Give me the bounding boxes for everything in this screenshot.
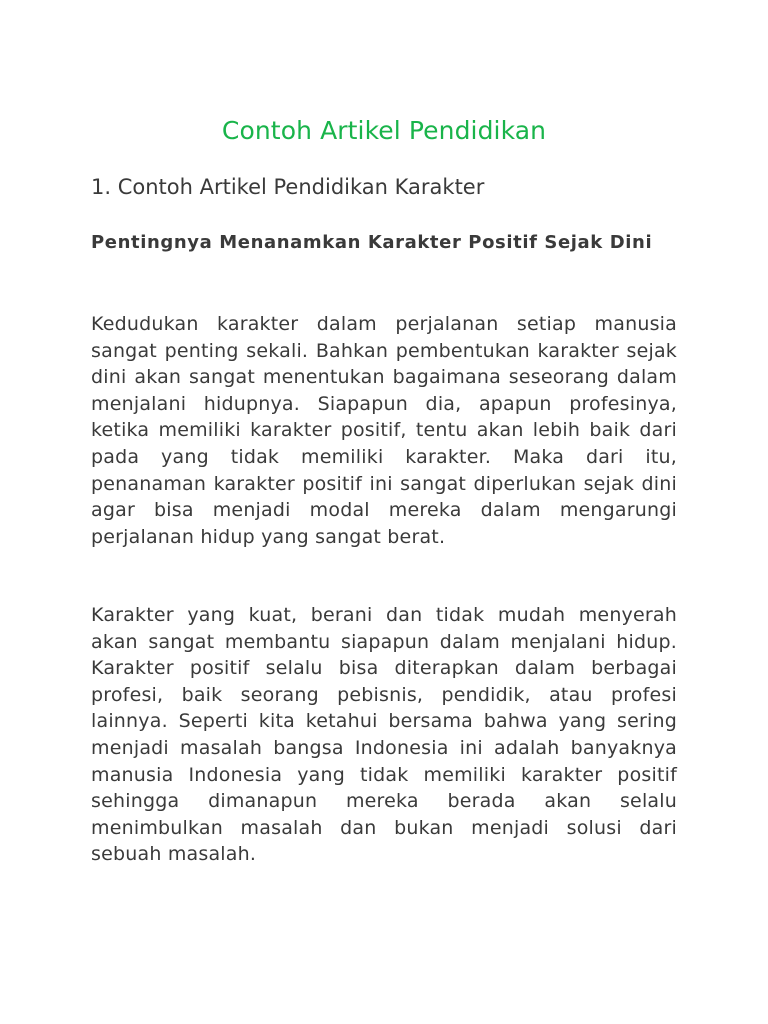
paragraph-2: Karakter yang kuat, berani dan tidak mudah menyerah akan sangat membantu siapapun dalam menjalani hidup. Karakter positif selalu bisa diterapkan dalam berbagai profesi, baik seorang pebisnis, pendidik, atau profesi lainnya. Seperti kita ketahui bersama bahwa yang sering menjadi masalah bangsa Indonesia ini adalah banyaknya manusia Indonesia yang tidak memiliki karakter positif sehingga dimanapun mereka berada akan selalu menimbulkan masalah dan bukan menjadi solusi dari sebuah masalah. xyxy=(91,604,677,866)
document-title: Contoh Artikel Pendidikan xyxy=(221,116,547,145)
article-title: Pentingnya Menanamkan Karakter Positif Sejak Dini xyxy=(91,232,653,253)
paragraph-1: Kedudukan karakter dalam perjalanan setiap manusia sangat penting sekali. Bahkan pembentukan karakter sejak dini akan sangat menentukan bagaimana seseorang dalam menjalani hidupnya. Siapapun dia, apapun profesinya, ketika memiliki karakter positif, tentu akan lebih baik dari pada yang tidak memiliki karakter. Maka dari itu, penanaman karakter positif ini sangat diperlukan sejak dini agar bisa menjadi modal mereka dalam mengarungi perjalanan hidup yang sangat berat. xyxy=(91,313,677,548)
section-heading: 1. Contoh Artikel Pendidikan Karakter xyxy=(91,175,485,199)
